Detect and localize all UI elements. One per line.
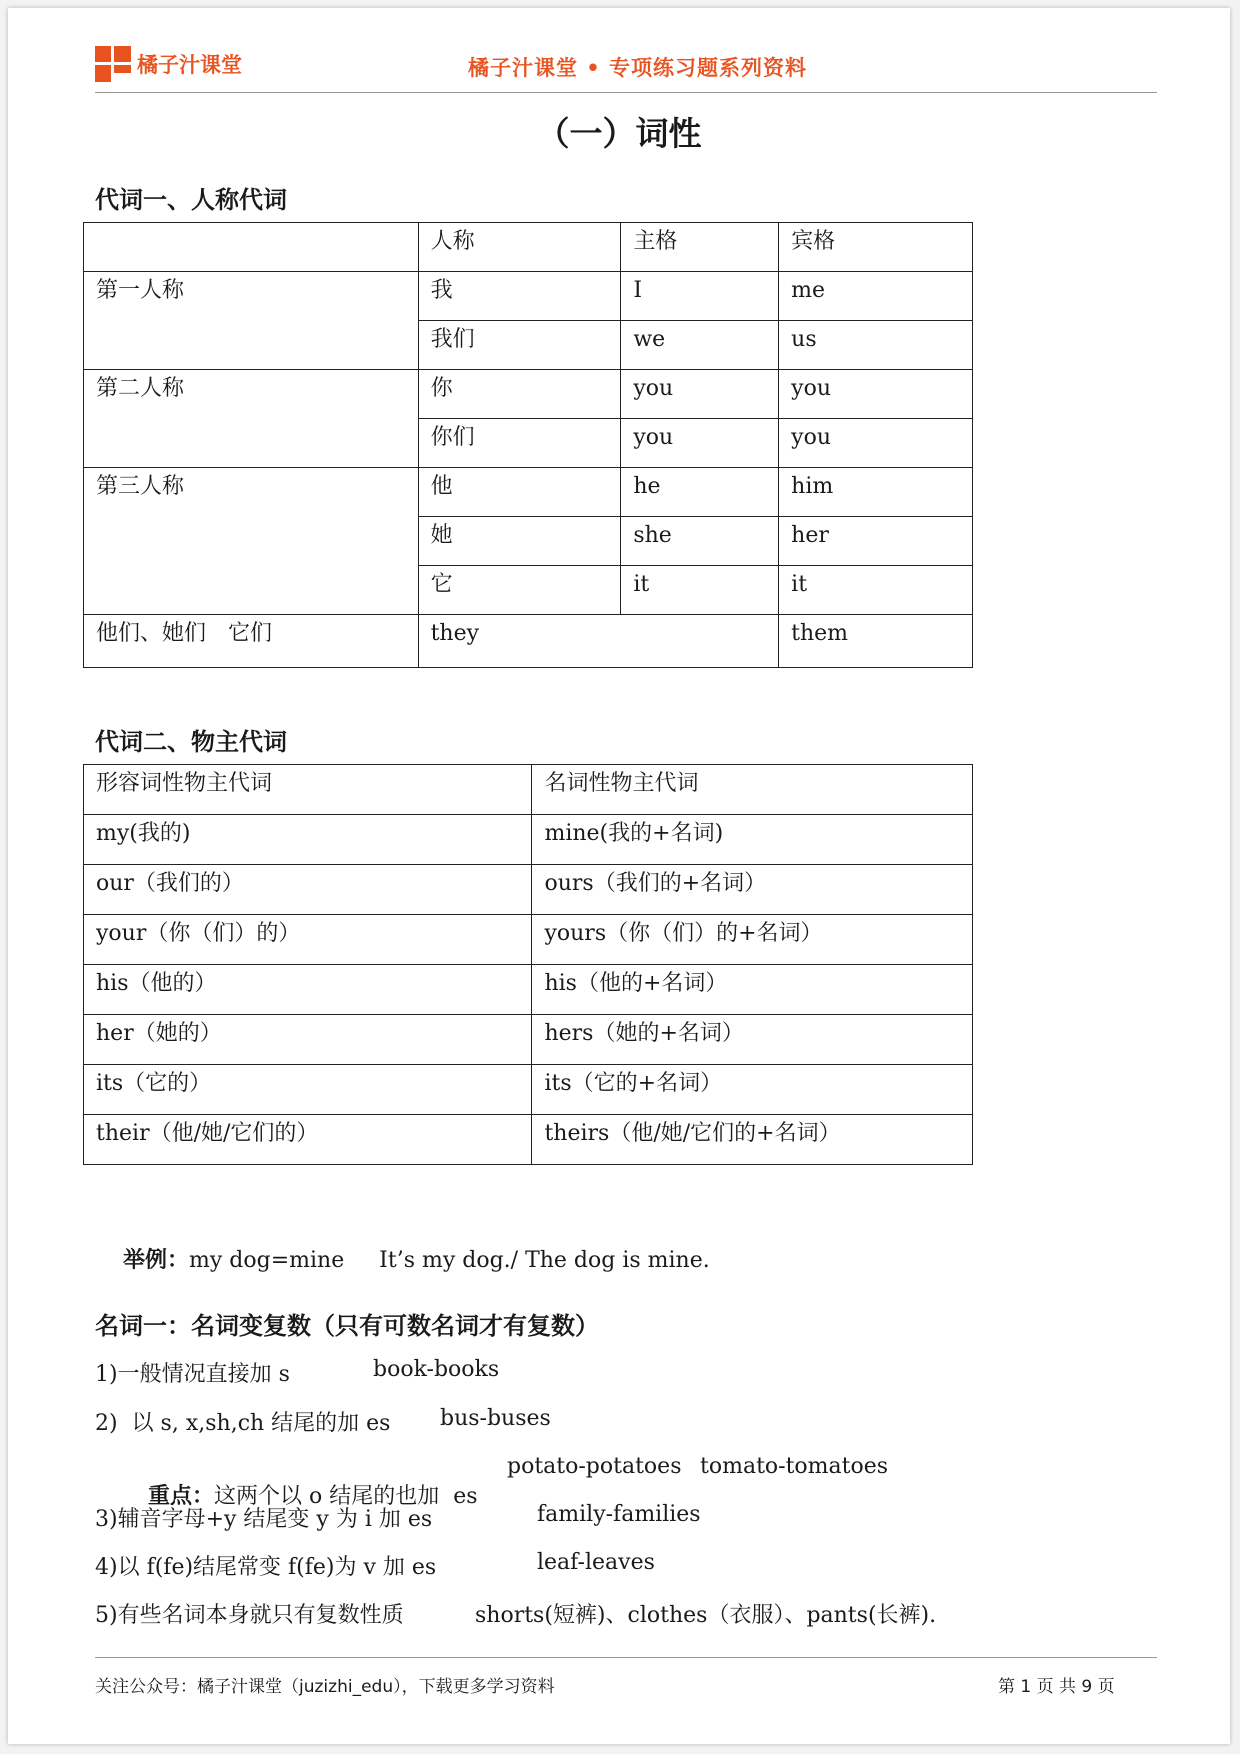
person-label-cell: 他们、她们 它们 xyxy=(84,615,419,668)
table-cell: them xyxy=(779,615,973,668)
table-header-cell: 宾格 xyxy=(779,223,973,272)
key-point-label: 重点： xyxy=(147,1483,214,1509)
plural-rule: 5)有些名词本身就只有复数性质 xyxy=(95,1603,404,1628)
table-cell: me xyxy=(779,272,973,321)
example-text: my dog=mine It’s my dog./ The dog is mine. xyxy=(189,1248,710,1273)
table-cell: it xyxy=(779,566,973,615)
table-cell: her xyxy=(779,517,973,566)
plural-rule: 2) 以 s, x,sh,ch 结尾的加 es xyxy=(95,1411,391,1436)
table-cell: you xyxy=(779,419,973,468)
table-cell: you xyxy=(779,370,973,419)
table-row xyxy=(84,965,973,1015)
table-cell: theirs（他/她/它们的+名词） xyxy=(532,1115,973,1165)
table-row xyxy=(84,815,973,865)
table-header-cell: 人称 xyxy=(418,223,621,272)
table-cell: your（你（们）的） xyxy=(84,915,532,965)
example-label: 举例： xyxy=(122,1247,189,1273)
footer-note: 关注公众号：橘子汁课堂（juzizhi_edu），下载更多学习资料 xyxy=(95,1677,555,1697)
table-row xyxy=(84,915,973,965)
table-cell: her（她的） xyxy=(84,1015,532,1065)
possessive-pronoun-table xyxy=(83,764,973,1165)
orange-logo-icon xyxy=(95,46,131,82)
table-row xyxy=(84,1115,973,1165)
page-number: 第 1 页 共 9 页 xyxy=(998,1677,1115,1697)
person-label-cell: 第一人称 xyxy=(84,272,419,370)
table-header-cell xyxy=(84,223,419,272)
table-header-row xyxy=(84,223,973,272)
table-cell: 他 xyxy=(418,468,621,517)
header-title: 橘子汁课堂 • 专项练习题系列资料 xyxy=(468,56,808,80)
table-cell: I xyxy=(621,272,779,321)
table-cell: 我 xyxy=(418,272,621,321)
table-row xyxy=(84,615,973,668)
table-header-cell: 主格 xyxy=(621,223,779,272)
footer-divider xyxy=(95,1657,1157,1658)
table-row xyxy=(84,370,973,419)
plural-example: potato-potatoes xyxy=(507,1454,682,1479)
personal-pronoun-table xyxy=(83,222,973,668)
table-cell: ours（我们的+名词） xyxy=(532,865,973,915)
table-cell: his（他的） xyxy=(84,965,532,1015)
person-label-cell: 第三人称 xyxy=(84,468,419,615)
example-line xyxy=(95,1218,710,1299)
table-row xyxy=(84,1065,973,1115)
plural-example: leaf-leaves xyxy=(537,1550,655,1575)
table-cell: you xyxy=(621,419,779,468)
table-row xyxy=(84,1015,973,1065)
table-cell: 我们 xyxy=(418,321,621,370)
section1-heading: 代词一、人称代词 xyxy=(95,185,287,214)
table-cell: its（它的） xyxy=(84,1065,532,1115)
table-cell: 你们 xyxy=(418,419,621,468)
person-label-cell: 第二人称 xyxy=(84,370,419,468)
table-cell: us xyxy=(779,321,973,370)
plural-example: book-books xyxy=(373,1357,500,1382)
table-cell: it xyxy=(621,566,779,615)
document-page xyxy=(8,8,1230,1744)
table-cell: he xyxy=(621,468,779,517)
plural-rule: 1)一般情况直接加 s xyxy=(95,1362,290,1387)
document-title: （一）词性 xyxy=(536,114,702,153)
plural-example: tomato-tomatoes xyxy=(700,1454,889,1479)
table-row xyxy=(84,272,973,321)
table-cell: 你 xyxy=(418,370,621,419)
section2-heading: 代词二、物主代词 xyxy=(95,727,287,756)
plural-example: shorts(短裤)、clothes（衣服）、pants(长裤). xyxy=(475,1603,937,1628)
table-row xyxy=(84,865,973,915)
table-cell: 她 xyxy=(418,517,621,566)
brand-logo xyxy=(95,46,242,82)
table-cell: yours（你（们）的+名词） xyxy=(532,915,973,965)
table-cell: she xyxy=(621,517,779,566)
table-header-cell: 名词性物主代词 xyxy=(532,765,973,815)
key-point-text: 这两个以 o 结尾的也加 es xyxy=(214,1484,478,1509)
plural-rule: 4)以 f(fe)结尾常变 f(fe)为 v 加 es xyxy=(95,1555,437,1580)
section3-heading: 名词一：名词变复数（只有可数名词才有复数） xyxy=(95,1311,599,1340)
table-cell: his（他的+名词） xyxy=(532,965,973,1015)
header-divider xyxy=(95,92,1157,93)
table-header-cell: 形容词性物主代词 xyxy=(84,765,532,815)
table-header-row xyxy=(84,765,973,815)
table-cell: mine(我的+名词) xyxy=(532,815,973,865)
table-cell: you xyxy=(621,370,779,419)
table-cell: we xyxy=(621,321,779,370)
table-cell: him xyxy=(779,468,973,517)
table-cell: their（他/她/它们的） xyxy=(84,1115,532,1165)
table-cell: its（它的+名词） xyxy=(532,1065,973,1115)
table-row xyxy=(84,468,973,517)
plural-example: family-families xyxy=(537,1502,701,1527)
table-cell: they xyxy=(418,615,779,668)
table-cell: hers（她的+名词） xyxy=(532,1015,973,1065)
plural-example: bus-buses xyxy=(440,1406,551,1431)
plural-rule: 3)辅音字母+y 结尾变 y 为 i 加 es xyxy=(95,1507,433,1532)
table-cell: our（我们的） xyxy=(84,865,532,915)
table-cell: 它 xyxy=(418,566,621,615)
table-cell: my(我的) xyxy=(84,815,532,865)
brand-name: 橘子汁课堂 xyxy=(137,53,242,77)
